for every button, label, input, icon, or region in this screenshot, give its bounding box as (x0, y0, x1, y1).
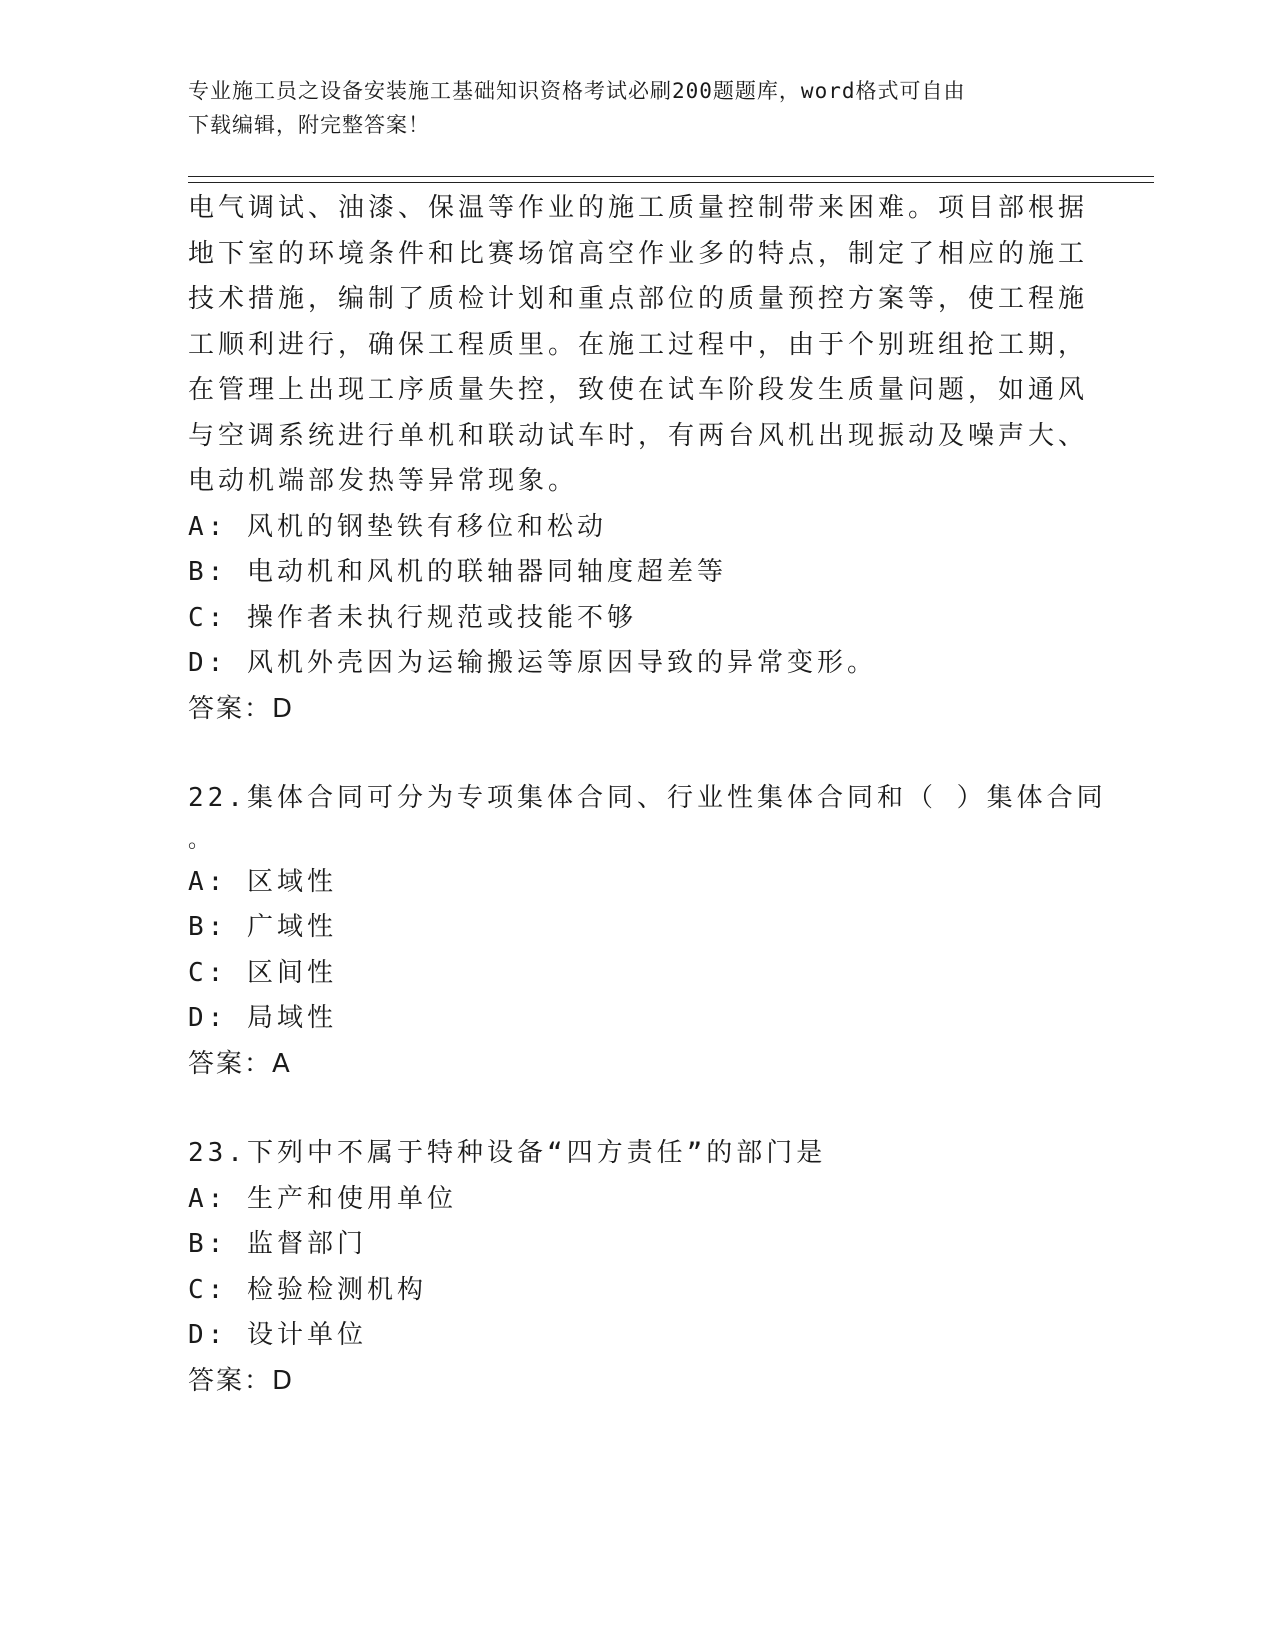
passage-line: 电气调试、油漆、保温等作业的施工质量控制带来困难。项目部根据 (188, 193, 1089, 223)
header-line-1: 专业施工员之设备安装施工基础知识资格考试必刷200题题库，word格式可自由 (188, 79, 966, 103)
question-21-passage (188, 186, 1089, 732)
question-stem-tail: 。 (188, 827, 215, 853)
option-b: B: 广域性 (188, 912, 337, 942)
answer-line: 答案：D (188, 693, 295, 724)
passage-line: 技术措施，编制了质检计划和重点部位的质量预控方案等，使工程施 (188, 284, 1089, 314)
passage-line: 工顺利进行，确保工程质里。在施工过程中，由于个别班组抢工期， (188, 329, 1089, 360)
option-d: D: 风机外壳因为运输搬运等原因导致的异常变形。 (188, 648, 877, 678)
option-a: A: 区域性 (188, 866, 337, 897)
question-stem: 23.下列中不属于特种设备“四方责任”的部门是 (188, 1138, 827, 1168)
header-double-rule (188, 176, 1154, 183)
passage-line: 地下室的环境条件和比赛场馆高空作业多的特点，制定了相应的施工 (188, 238, 1089, 269)
question-spacer (188, 1087, 1068, 1131)
question-23 (188, 1131, 1068, 1404)
question-22 (188, 776, 1107, 1087)
option-d: D: 局域性 (188, 1003, 337, 1033)
passage-line: 在管理上出现工序质量失控，致使在试车阶段发生质量问题，如通风 (188, 375, 1089, 405)
option-b: B: 监督部门 (188, 1229, 367, 1259)
answer-line: 答案：D (188, 1365, 295, 1396)
question-spacer (188, 732, 1068, 776)
question-stem: 22.集体合同可分为专项集体合同、行业性集体合同和（ ）集体合同 (188, 783, 1107, 813)
option-c: C: 检验检测机构 (188, 1274, 427, 1305)
option-c: C: 区间性 (188, 957, 337, 988)
header-line-2: 下载编辑，附完整答案！ (188, 113, 430, 137)
answer-line: 答案：A (188, 1048, 292, 1079)
option-d: D: 设计单位 (188, 1320, 367, 1350)
option-a: A: 风机的钢垫铁有移位和松动 (188, 511, 607, 542)
option-a: A: 生产和使用单位 (188, 1183, 457, 1214)
passage-line: 电动机端部发热等异常现象。 (188, 466, 579, 496)
option-c: C: 操作者未执行规范或技能不够 (188, 602, 637, 633)
option-b: B: 电动机和风机的联轴器同轴度超差等 (188, 557, 727, 587)
document-body (188, 186, 1107, 1404)
passage-line: 与空调系统进行单机和联动试车时，有两台风机出现振动及噪声大、 (188, 420, 1089, 451)
document-header (188, 74, 1068, 142)
